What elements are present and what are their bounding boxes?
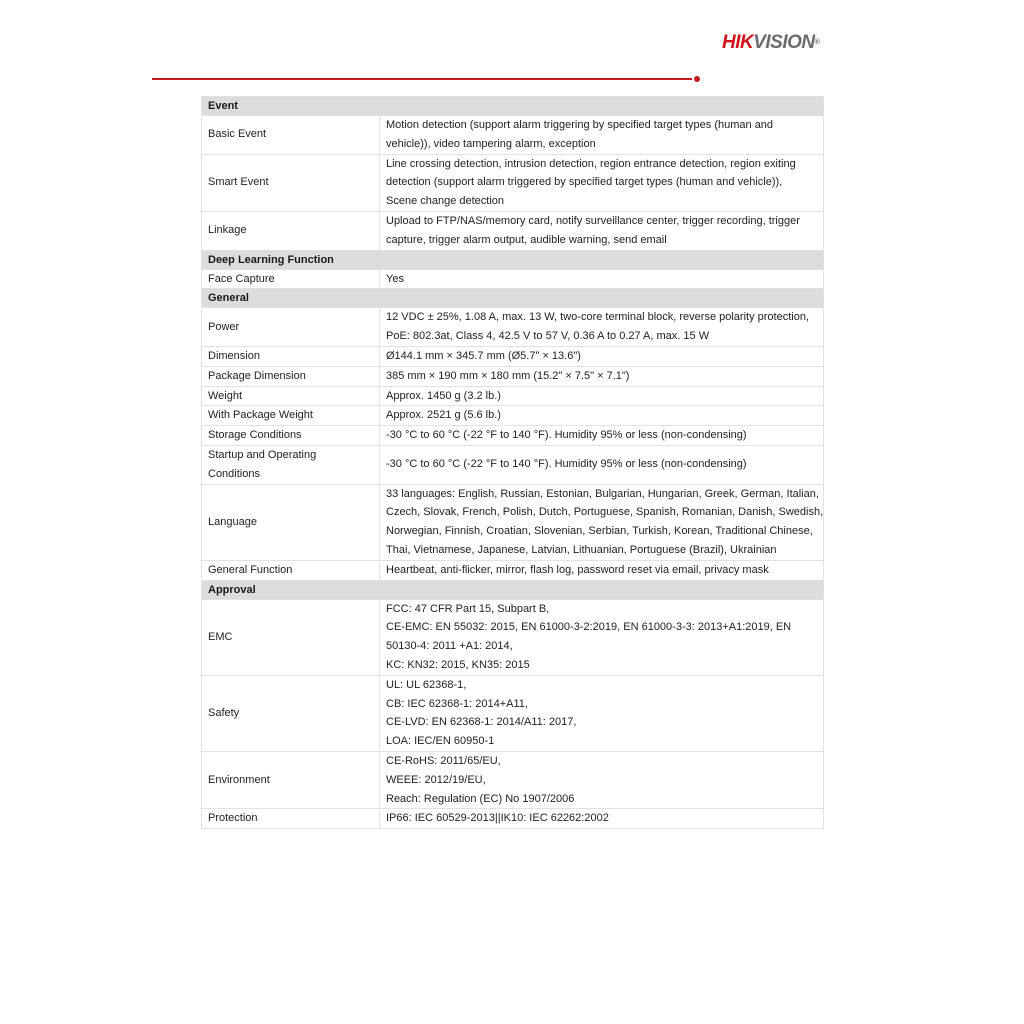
spec-label-line: With Package Weight	[208, 409, 313, 422]
spec-value	[380, 269, 824, 289]
logo-main: HIK	[722, 32, 754, 53]
spec-value	[380, 308, 824, 347]
spec-label	[202, 211, 380, 250]
spec-value	[380, 426, 824, 446]
logo-mark: ®	[814, 39, 820, 46]
spec-value	[380, 675, 824, 751]
spec-label	[202, 308, 380, 347]
spec-label	[202, 116, 380, 155]
spec-label	[202, 675, 380, 751]
spec-label-line: Package Dimension	[208, 369, 306, 382]
spec-value	[380, 484, 824, 560]
spec-value	[380, 366, 824, 386]
spec-label	[202, 154, 380, 211]
section-header	[202, 580, 824, 599]
spec-row	[202, 269, 824, 289]
spec-label	[202, 366, 380, 386]
spec-label-line: Storage Conditions	[208, 429, 302, 442]
spec-row	[202, 308, 824, 347]
spec-value-line: Heartbeat, anti-flicker, mirror, flash log, password reset via email, privacy mask	[386, 563, 769, 576]
spec-value	[380, 116, 824, 155]
spec-value-line: Approx. 1450 g (3.2 lb.)	[386, 389, 501, 402]
spec-value-line: capture, trigger alarm output, audible warning, send email	[386, 233, 667, 246]
spec-value-line: PoE: 802.3at, Class 4, 42.5 V to 57 V, 0.36 A to 0.27 A, max. 15 W	[386, 330, 710, 343]
spec-label-line: EMC	[208, 630, 233, 643]
spec-row	[202, 426, 824, 446]
spec-label	[202, 445, 380, 484]
spec-label	[202, 269, 380, 289]
spec-value	[380, 751, 824, 808]
spec-value	[380, 599, 824, 675]
spec-row	[202, 154, 824, 211]
spec-row	[202, 751, 824, 808]
spec-table-body	[202, 97, 824, 829]
spec-table	[201, 96, 824, 829]
spec-value	[380, 809, 824, 829]
spec-value-line: 50130-4: 2011 +A1: 2014,	[386, 640, 513, 653]
spec-row	[202, 366, 824, 386]
spec-value-line: -30 °C to 60 °C (-22 °F to 140 °F). Humidity 95% or less (non-condensing)	[386, 429, 747, 442]
spec-value-line: UL: UL 62368-1,	[386, 678, 467, 691]
section-header	[202, 250, 824, 269]
spec-value-line: CE-RoHS: 2011/65/EU,	[386, 754, 501, 767]
section-title: General	[202, 289, 824, 308]
spec-value-line: -30 °C to 60 °C (-22 °F to 140 °F). Humidity 95% or less (non-condensing)	[386, 458, 747, 471]
spec-value-line: Scene change detection	[386, 195, 505, 208]
spec-label-line: Power	[208, 320, 240, 333]
spec-row	[202, 675, 824, 751]
spec-label	[202, 426, 380, 446]
spec-value	[380, 154, 824, 211]
spec-value-line: Czech, Slovak, French, Polish, Dutch, Portuguese, Spanish, Romanian, Danish, Swedish,	[386, 506, 824, 519]
spec-label-line: Linkage	[208, 224, 247, 237]
spec-row	[202, 116, 824, 155]
spec-label	[202, 386, 380, 406]
spec-value-line: Approx. 2521 g (5.6 lb.)	[386, 409, 501, 422]
spec-label-line: General Function	[208, 563, 293, 576]
spec-label-line: Language	[208, 515, 257, 528]
spec-value	[380, 211, 824, 250]
spec-label-line: Dimension	[208, 349, 260, 362]
spec-row	[202, 809, 824, 829]
spec-value-line: CB: IEC 62368-1: 2014+A11,	[386, 697, 528, 710]
spec-row	[202, 211, 824, 250]
header-divider	[152, 78, 692, 80]
spec-value-line: 385 mm × 190 mm × 180 mm (15.2" × 7.5" × 7.1")	[386, 369, 630, 382]
spec-label-line: Basic Event	[208, 128, 267, 141]
spec-value-line: FCC: 47 CFR Part 15, Subpart B,	[386, 602, 550, 615]
section-header	[202, 97, 824, 116]
spec-value	[380, 386, 824, 406]
section-header	[202, 289, 824, 308]
spec-value-line: IP66: IEC 60529-2013||IK10: IEC 62262:2002	[386, 812, 609, 825]
spec-label	[202, 599, 380, 675]
spec-value-line: CE-EMC: EN 55032: 2015, EN 61000-3-2:2019, EN 61000-3-3: 2013+A1:2019, EN	[386, 621, 792, 634]
spec-label-line: Safety	[208, 706, 240, 719]
spec-label-line: Startup and Operating	[208, 448, 317, 461]
spec-value-line: detection (support alarm triggered by specified target types (human and vehicle)),	[386, 176, 783, 189]
spec-value-line: KC: KN32: 2015, KN35: 2015	[386, 658, 530, 671]
spec-label	[202, 406, 380, 426]
spec-label-line: Environment	[208, 773, 270, 786]
spec-label-line: Smart Event	[208, 176, 269, 189]
spec-label-line: Conditions	[208, 467, 260, 480]
spec-value-line: Upload to FTP/NAS/memory card, notify surveillance center, trigger recording, trigger	[386, 214, 800, 227]
spec-row	[202, 445, 824, 484]
spec-row	[202, 599, 824, 675]
hikvision-logo	[722, 32, 819, 54]
spec-label-line: Weight	[208, 389, 243, 402]
header-divider-dot	[694, 76, 700, 82]
spec-row	[202, 560, 824, 580]
spec-label-line: Face Capture	[208, 272, 275, 285]
spec-value	[380, 346, 824, 366]
spec-label-line: Protection	[208, 812, 258, 825]
spec-row	[202, 406, 824, 426]
logo-sub: VISION	[753, 32, 815, 53]
spec-label	[202, 346, 380, 366]
spec-value-line: Reach: Regulation (EC) No 1907/2006	[386, 792, 575, 805]
spec-value-line: 12 VDC ± 25%, 1.08 A, max. 13 W, two-core terminal block, reverse polarity protection,	[386, 311, 809, 324]
spec-value	[380, 560, 824, 580]
section-title: Deep Learning Function	[202, 250, 824, 269]
spec-value-line: 33 languages: English, Russian, Estonian, Bulgarian, Hungarian, Greek, German, Italian,	[386, 487, 819, 500]
section-title: Event	[202, 97, 824, 116]
spec-value-line: CE-LVD: EN 62368-1: 2014/A11: 2017,	[386, 716, 577, 729]
spec-row	[202, 346, 824, 366]
spec-label	[202, 560, 380, 580]
spec-value-line: Line crossing detection, intrusion detection, region entrance detection, region exiting	[386, 157, 796, 170]
spec-value	[380, 445, 824, 484]
spec-value-line: vehicle)), video tampering alarm, exception	[386, 137, 596, 150]
spec-value-line: Thai, Vietnamese, Japanese, Latvian, Lithuanian, Portuguese (Brazil), Ukrainian	[386, 543, 777, 556]
spec-row	[202, 484, 824, 560]
spec-value-line: Norwegian, Finnish, Croatian, Slovenian, Serbian, Turkish, Korean, Traditional Chinese,	[386, 525, 813, 538]
spec-value	[380, 406, 824, 426]
section-title: Approval	[202, 580, 824, 599]
spec-label	[202, 809, 380, 829]
spec-value-line: Yes	[386, 272, 404, 285]
spec-value-line: Motion detection (support alarm triggering by specified target types (human and	[386, 119, 774, 131]
spec-value-line: Ø144.1 mm × 345.7 mm (Ø5.7" × 13.6")	[386, 349, 581, 362]
spec-value-line: LOA: IEC/EN 60950-1	[386, 735, 495, 748]
spec-label	[202, 484, 380, 560]
spec-value-line: WEEE: 2012/19/EU,	[386, 773, 486, 786]
spec-row	[202, 386, 824, 406]
spec-label	[202, 751, 380, 808]
